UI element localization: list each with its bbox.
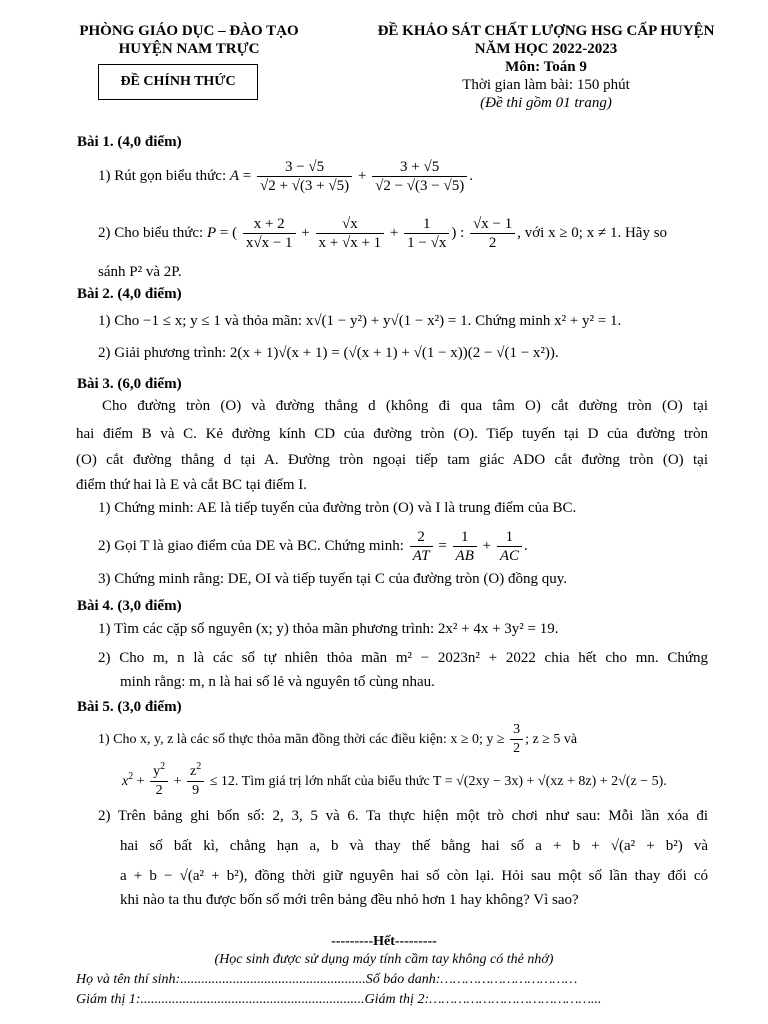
bai1-q2: 2) Cho biểu thức: P = ( $\frac{x + 2}{x√x - 1}$ + $\frac{√x}{x + √x + 1}$ + $\frac{1}{1 - √x}$ ) : $\frac{√x - 1}{2}$ , với x ≥ 0; x ≠ 1. Hãy so <box>98 216 668 252</box>
bai1-q2-tail: sánh P² và 2P. <box>98 264 182 280</box>
bai2-title: Bài 2. (4,0 điểm) <box>77 286 182 302</box>
bai3-q1: 1) Chứng minh: AE là tiếp tuyến của đường tròn (O) và I là trung điểm của BC. <box>98 500 577 516</box>
bai5-q1-line1: 1) Cho x, y, z là các số thực thỏa mãn đồng thời các điều kiện: x ≥ 0; y ≥ $\frac{3}{2}$ ; z ≥ 5 và <box>98 722 578 757</box>
bai4-title: Bài 4. (3,0 điểm) <box>77 598 182 614</box>
bai3-q2-text: 2) Gọi T là giao điểm của DE và BC. Chứng minh: <box>98 538 404 554</box>
bai2-q2: 2) Giải phương trình: 2(x + 1)√(x + 1) = (√(x + 1) + √(1 − x))(2 − √(1 − x²)). <box>98 345 559 361</box>
bai3-para-2: hai điểm B và C. Kẻ đường kính CD của đường tròn (O). Tiếp tuyến tại D của đường tròn <box>76 426 708 442</box>
bai5-q1-line2: $x^2$ + $\frac{y^2}{2}$ + $\frac{z^2}{9}$ ≤ 12. Tìm giá trị lớn nhất của biểu thức T = √(2xy − 3x) + √(xz + 8z) + 2√(z − 5). <box>122 761 667 799</box>
exam-title: ĐỀ KHẢO SÁT CHẤT LƯỢNG HSG CẤP HUYỆN <box>377 23 715 39</box>
bai4-q2-line1: 2) Cho m, n là các số tự nhiên thỏa mãn m² − 2023n² + 2022 chia hết cho mn. Chứng <box>98 650 708 666</box>
bai5-q1-text: 1) Cho x, y, z là các số thực thỏa mãn đồng thời các điều kiện: x ≥ 0; y ≥ <box>98 732 505 747</box>
bai4-q2-line2: minh rằng: m, n là hai số lẻ và nguyên tố cùng nhau. <box>120 674 435 690</box>
bai1-q2-cond: , với x ≥ 0; x ≠ 1. Hãy so <box>517 225 668 241</box>
bai5-q1-tail: ≤ 12. Tìm giá trị lớn nhất của biểu thức T = √(2xy − 3x) + √(xz + 8z) + 2√(z − 5). <box>209 774 667 789</box>
bai3-para-1: Cho đường tròn (O) và đường thẳng d (không đi qua tâm O) cắt đường tròn (O) tại <box>102 398 708 414</box>
bai3-q2: 2) Gọi T là giao điểm của DE và BC. Chứng minh: $\frac{2}{AT}$ = $\frac{1}{AB}$ + $\frac{1}{AC}$ . <box>98 529 528 565</box>
header-left <box>44 22 334 58</box>
bai5-title: Bài 5. (3,0 điểm) <box>77 699 182 715</box>
school-year: NĂM HỌC 2022-2023 <box>474 41 618 57</box>
bai1-q2-text: 2) Cho biểu thức: <box>98 225 204 241</box>
header-right <box>346 22 746 112</box>
bai5-q1-end: ; z ≥ 5 và <box>525 732 578 747</box>
bai5-q2-line2: hai số bất kì, chẳng hạn a, b và thay thế bằng hai số a + b + √(a² + b²) và <box>120 838 708 854</box>
bai4-q1: 1) Tìm các cặp số nguyên (x; y) thỏa mãn phương trình: 2x² + 4x + 3y² = 19. <box>98 621 559 637</box>
bai3-para-3: (O) cắt đường thẳng d tại A. Đường tròn ngoại tiếp tam giác ADO cắt đường tròn (O) tại <box>76 452 708 468</box>
end-marker: ---------Hết--------- <box>331 934 437 949</box>
official-badge: ĐỀ CHÍNH THỨC <box>98 64 258 100</box>
bai5-q2-line1: 2) Trên bảng ghi bốn số: 2, 3, 5 và 6. Ta thực hiện một trò chơi như sau: Mỗi lần xóa đi <box>98 808 708 824</box>
bai2-q1: 1) Cho −1 ≤ x; y ≤ 1 và thỏa mãn: x√(1 − y²) + y√(1 − x²) = 1. Chứng minh x² + y² = 1. <box>98 313 622 329</box>
page-count: (Đề thi gồm 01 trang) <box>480 95 612 111</box>
bai3-title: Bài 3. (6,0 điểm) <box>77 376 182 392</box>
bai5-q2-line3: a + b − √(a² + b²), đồng thời giữ nguyên hai số còn lại. Hỏi sau một số lần thay đổi có <box>120 868 708 884</box>
district-name: HUYỆN NAM TRỰC <box>118 41 260 57</box>
bai5-q2-line4: khi nào ta thu được bốn số mới trên bảng đều nhỏ hơn 1 hay không? Vì sao? <box>120 892 579 908</box>
time-limit: Thời gian làm bài: 150 phút <box>462 77 630 93</box>
subject: Môn: Toán 9 <box>505 59 587 75</box>
bai1-title: Bài 1. (4,0 điểm) <box>77 134 182 150</box>
candidate-info-line: Họ và tên thí sinh:.....................................................Số báo danh:…………………………… <box>76 972 578 987</box>
bai1-q1: 1) Rút gọn biểu thức: A = $\frac{3 - √5}{√2 + √(3 + √5)}$ + $\frac{3 + √5}{√2 - √(3 - √5)}$ . <box>98 159 473 195</box>
proctor-line: Giám thị 1:................................................................Giám thị 2:…………………………………... <box>76 992 602 1007</box>
calculator-note: (Học sinh được sử dụng máy tính cầm tay không có thẻ nhớ) <box>214 952 554 967</box>
bai3-q3: 3) Chứng minh rằng: DE, OI và tiếp tuyến tại C của đường tròn (O) đồng quy. <box>98 571 567 587</box>
bai3-para-4: điểm thứ hai là E và cắt BC tại điểm I. <box>76 477 307 493</box>
bai1-q1-text: 1) Rút gọn biểu thức: <box>98 168 227 184</box>
dept-name: PHÒNG GIÁO DỤC – ĐÀO TẠO <box>79 23 299 39</box>
